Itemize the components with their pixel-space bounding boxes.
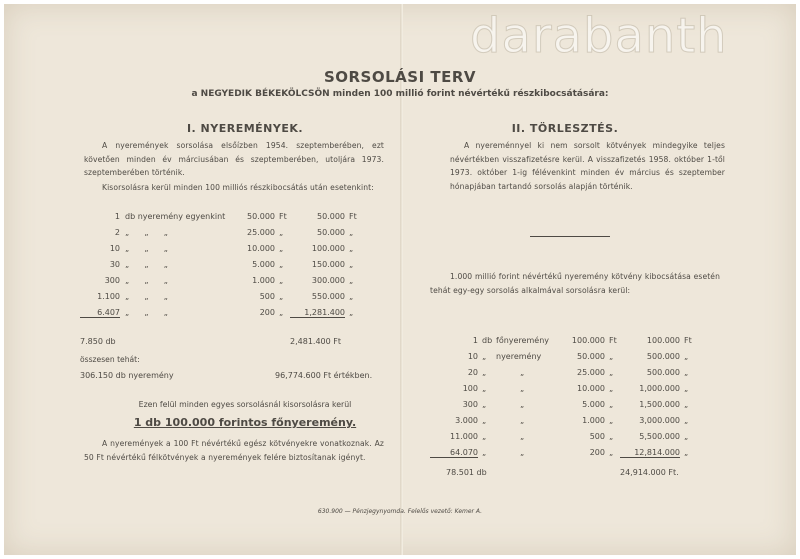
prize-amount: 10.000 — [247, 244, 275, 253]
prize-amount: 50.000 — [577, 352, 605, 361]
table-row — [80, 212, 370, 228]
prize-count: 3.000 — [455, 416, 478, 425]
left-sum-total: 2,481.400 Ft — [290, 337, 341, 346]
left-paragraph-2: Kisorsolásra kerül minden 100 milliós részkibocsátás után esetenkint: — [102, 183, 374, 192]
prize-total: 300.000 — [311, 276, 345, 285]
prize-db: „ — [482, 400, 487, 409]
prize-total-unit: „ — [349, 308, 354, 317]
overall-label: összesen tehát: — [80, 355, 140, 364]
prize-unit: „ — [279, 308, 284, 317]
prize-count: 20 — [467, 368, 478, 377]
document-subtitle: a NEGYEDIK BÉKEKÖLCSÖN minden 100 millió forint névértékű részkibocsátására: — [191, 89, 609, 99]
prize-db: „ — [482, 416, 487, 425]
table-row — [80, 276, 370, 292]
prize-unit: „ — [609, 384, 614, 393]
prize-total-unit: „ — [684, 432, 689, 441]
prize-amount: 25.000 — [247, 228, 275, 237]
document-title: SORSOLÁSI TERV — [323, 68, 477, 86]
prize-unit: Ft — [609, 336, 617, 345]
prize-amount: 500 — [259, 292, 275, 301]
fold-line — [400, 4, 403, 555]
prize-total-unit: „ — [684, 448, 689, 457]
prize-count: 10 — [109, 244, 120, 253]
table-row — [430, 352, 720, 368]
table-row — [430, 448, 720, 464]
prize-amount: 1.000 — [582, 416, 605, 425]
section-heading-nyeremenyek: I. NYEREMÉNYEK. — [186, 122, 304, 135]
prize-unit: „ — [279, 292, 284, 301]
prize-unit: „ — [609, 448, 614, 457]
prize-amount: 25.000 — [577, 368, 605, 377]
prize-db: db — [482, 336, 493, 345]
prize-total: 550.000 — [311, 292, 345, 301]
prize-unit: „ — [279, 276, 284, 285]
prize-label: „ „ „ — [125, 308, 168, 317]
overall-count: 306.150 db nyeremény — [80, 371, 174, 380]
prize-total: 1,281.400 — [290, 308, 345, 318]
prize-total: 500.000 — [646, 368, 680, 377]
prize-db: „ — [482, 432, 487, 441]
prize-count: 1 — [114, 212, 120, 221]
overall-value: 96,774.600 Ft értékben. — [275, 371, 373, 380]
table-row — [430, 336, 720, 352]
prize-label: „ „ „ — [125, 228, 168, 237]
prize-total-unit: „ — [684, 416, 689, 425]
right-sum-total: 24,914.000 Ft. — [620, 468, 679, 477]
prize-total: 50.000 — [317, 212, 345, 221]
prize-count: 300 — [104, 276, 120, 285]
prize-total-unit: „ — [349, 292, 354, 301]
prize-unit: „ — [609, 368, 614, 377]
prize-unit: „ — [609, 400, 614, 409]
prize-label: „ „ „ — [125, 244, 168, 253]
prize-table-left — [80, 212, 370, 324]
prize-count: 300 — [462, 400, 478, 409]
prize-total: 12,814.000 — [620, 448, 680, 458]
prize-amount: 1.000 — [252, 276, 275, 285]
prize-label: főnyeremény — [496, 336, 549, 345]
prize-unit: „ — [609, 352, 614, 361]
prize-amount: 200 — [589, 448, 605, 457]
prize-unit: „ — [279, 228, 284, 237]
main-prize: 1 db 100.000 forintos főnyeremény. — [133, 416, 357, 429]
prize-count: 10 — [467, 352, 478, 361]
prize-total-unit: „ — [349, 276, 354, 285]
prize-amount: 200 — [259, 308, 275, 317]
prize-unit: Ft — [279, 212, 287, 221]
right-paragraph-1: A nyereménnyel ki nem sorsolt kötvények mindegyike teljes névértékben visszafizetésre kerül. A visszafizetés 1958. október 1-től 1973. október 1-ig félévenkint minden év március és szeptember hónapjában tartandó sorsolás alapján történik. — [450, 141, 725, 191]
prize-unit: „ — [609, 416, 614, 425]
prize-db: „ — [482, 352, 487, 361]
prize-total: 100.000 — [311, 244, 345, 253]
prize-count: 6.407 — [80, 308, 120, 318]
prize-total-unit: „ — [684, 400, 689, 409]
extra-line: Ezen felül minden egyes sorsolásnál kisorsolásra kerül — [138, 400, 352, 409]
section-heading-torlesztes: II. TÖRLESZTÉS. — [511, 122, 619, 135]
prize-db: „ — [482, 384, 487, 393]
prize-total: 1,000.000 — [639, 384, 680, 393]
prize-count: 1.100 — [97, 292, 120, 301]
table-row — [80, 228, 370, 244]
prize-label: „ „ „ — [125, 260, 168, 269]
right-paragraph-2: 1.000 millió forint névértékű nyeremény kötvény kibocsátása esetén tehát egy-egy sorsolás alkalmával sorsolásra kerül: — [430, 272, 720, 295]
prize-table-right — [430, 336, 720, 464]
prize-db: „ — [482, 448, 487, 457]
prize-count: 1 — [472, 336, 478, 345]
prize-count: 100 — [462, 384, 478, 393]
prize-label: db nyeremény egyenkint — [125, 212, 226, 221]
table-row — [80, 260, 370, 276]
prize-amount: 500 — [589, 432, 605, 441]
prize-label: „ — [520, 448, 525, 457]
prize-total: 100.000 — [646, 336, 680, 345]
prize-count: 64.070 — [430, 448, 478, 458]
prize-total: 3,000.000 — [639, 416, 680, 425]
table-row — [430, 368, 720, 384]
prize-label: nyeremény — [496, 352, 542, 361]
table-row — [430, 432, 720, 448]
right-sum-count: 78.501 db — [446, 468, 487, 477]
divider — [530, 236, 610, 237]
prize-label: „ — [520, 432, 525, 441]
prize-total-unit: „ — [684, 384, 689, 393]
prize-amount: 5.000 — [252, 260, 275, 269]
prize-label: „ — [520, 384, 525, 393]
prize-count: 11.000 — [450, 432, 478, 441]
prize-total: 1,500.000 — [639, 400, 680, 409]
table-row — [430, 384, 720, 400]
prize-amount: 5.000 — [582, 400, 605, 409]
prize-count: 2 — [114, 228, 120, 237]
prize-total-unit: „ — [349, 260, 354, 269]
prize-unit: „ — [609, 432, 614, 441]
prize-count: 30 — [109, 260, 120, 269]
prize-amount: 50.000 — [247, 212, 275, 221]
prize-unit: „ — [279, 244, 284, 253]
prize-label: „ „ „ — [125, 292, 168, 301]
table-row — [80, 292, 370, 308]
prize-label: „ — [520, 400, 525, 409]
prize-total: 150.000 — [311, 260, 345, 269]
left-paragraph-1: A nyeremények sorsolása elsőízben 1954. szeptemberében, ezt követően minden év márciusában és szeptemberében, utoljára 1973. szeptemberében történik. — [84, 141, 384, 177]
table-row — [430, 416, 720, 432]
left-sum-count: 7.850 db — [80, 337, 116, 346]
prize-total-unit: „ — [349, 244, 354, 253]
prize-total-unit: Ft — [684, 336, 692, 345]
left-paragraph-3: A nyeremények a 100 Ft névértékű egész kötvényekre vonatkoznak. Az 50 Ft névértékű félkötvények a nyeremények felére biztosítanak igényt. — [84, 439, 384, 462]
table-row — [80, 244, 370, 260]
prize-total: 500.000 — [646, 352, 680, 361]
prize-amount: 10.000 — [577, 384, 605, 393]
prize-label: „ — [520, 416, 525, 425]
prize-unit: „ — [279, 260, 284, 269]
prize-db: „ — [482, 368, 487, 377]
printer-footer: 630.900 — Pénzjegynyomda. Felelős vezető: Kemer A. — [317, 508, 483, 515]
prize-total: 5,500.000 — [639, 432, 680, 441]
prize-label: „ — [520, 368, 525, 377]
table-row — [80, 308, 370, 324]
prize-total-unit: Ft — [349, 212, 357, 221]
table-row — [430, 400, 720, 416]
watermark: darabanth — [470, 8, 728, 64]
prize-amount: 100.000 — [571, 336, 605, 345]
prize-total-unit: „ — [684, 368, 689, 377]
prize-total: 50.000 — [317, 228, 345, 237]
prize-total-unit: „ — [684, 352, 689, 361]
prize-label: „ „ „ — [125, 276, 168, 285]
prize-total-unit: „ — [349, 228, 354, 237]
